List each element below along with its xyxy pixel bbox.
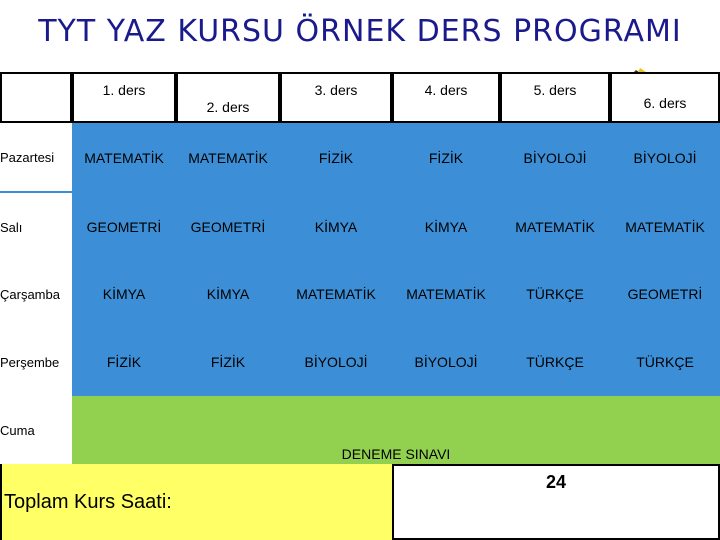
lesson-cell: FİZİK [280,123,392,193]
deneme-sinavi-cell: DENEME SINAVI [72,396,720,464]
page-title: TYT YAZ KURSU ÖRNEK DERS PROGRAMI [38,14,682,49]
lesson-cell: MATEMATİK [176,123,280,193]
day-label-pazartesi: Pazartesi [0,123,72,191]
day-label-cuma: Cuma [0,396,72,464]
lesson-cell: GEOMETRİ [72,193,176,260]
lesson-cell: FİZİK [392,123,500,193]
total-hours-value: 24 [392,464,720,540]
total-hours-label: Toplam Kurs Saati: [0,464,392,540]
header-ders-2: 2. ders [176,72,280,123]
header-ders-1: 1. ders [72,72,176,123]
header-ders-6: 6. ders [610,72,720,123]
lesson-cell: GEOMETRİ [176,193,280,260]
day-label-sali: Salı [0,193,72,261]
lesson-cell: BİYOLOJİ [392,328,500,396]
lesson-cell: TÜRKÇE [500,260,610,328]
lesson-cell: BİYOLOJİ [280,328,392,396]
header-corner [0,72,72,123]
lesson-cell: KİMYA [176,260,280,328]
lesson-cell: FİZİK [176,328,280,396]
lesson-cell: KİMYA [392,193,500,260]
day-label-persembe: Perşembe [0,328,72,396]
lesson-cell: MATEMATİK [392,260,500,328]
lesson-cell: TÜRKÇE [610,328,720,396]
schedule-table [0,72,720,540]
lesson-cell: BİYOLOJİ [610,123,720,193]
lesson-cell: MATEMATİK [72,123,176,193]
lesson-cell: KİMYA [280,193,392,260]
lesson-cell: BİYOLOJİ [500,123,610,193]
lesson-cell: FİZİK [72,328,176,396]
lesson-cell: GEOMETRİ [610,260,720,328]
lesson-cell: TÜRKÇE [500,328,610,396]
header-ders-3: 3. ders [280,72,392,123]
lesson-cell: MATEMATİK [610,193,720,260]
lesson-cell: KİMYA [72,260,176,328]
day-label-carsamba: Çarşamba [0,260,72,328]
lesson-cell: MATEMATİK [280,260,392,328]
lesson-cell: MATEMATİK [500,193,610,260]
header-ders-4: 4. ders [392,72,500,123]
header-ders-5: 5. ders [500,72,610,123]
